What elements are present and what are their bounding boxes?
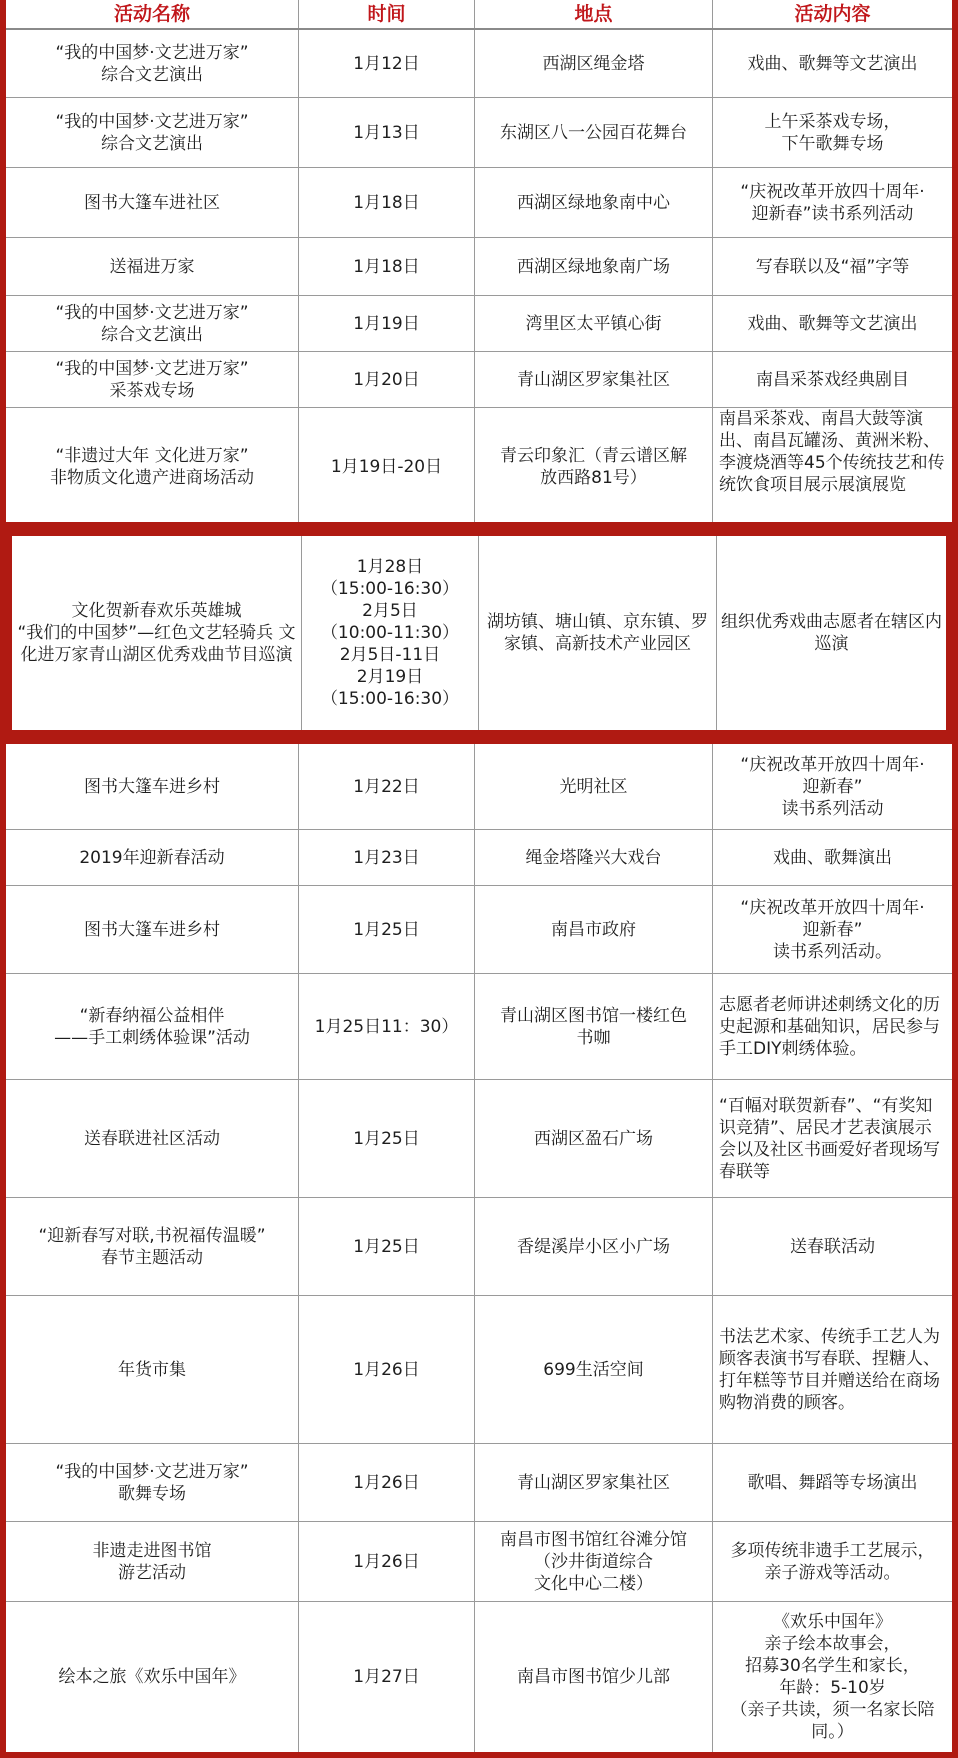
activity-place: 699生活空间: [475, 1296, 713, 1443]
activity-time: 1月12日: [299, 30, 475, 97]
table-row: [6, 886, 952, 974]
activity-time: 1月26日: [299, 1522, 475, 1601]
activity-name: “新春纳福公益相伴 ——手工刺绣体验课”活动: [6, 974, 299, 1079]
activity-place: 西湖区绿地象南广场: [475, 238, 713, 295]
activity-place: 南昌市政府: [475, 886, 713, 973]
table-row: [6, 238, 952, 296]
activity-time: 1月26日: [299, 1296, 475, 1443]
activity-content: 南昌采茶戏经典剧目: [756, 369, 909, 390]
activity-place: 青山湖区图书馆一楼红色 书咖: [475, 974, 713, 1079]
activity-name: 图书大篷车进乡村: [6, 886, 299, 973]
activity-content: “庆祝改革开放四十周年· 迎新春” 读书系列活动。: [740, 897, 925, 962]
activity-content: 送春联活动: [790, 1236, 875, 1257]
activity-time: 1月28日 （15:00-16:30） 2月5日 （10:00-11:30） 2月5日-11日 2月19日 （15:00-16:30）: [302, 536, 479, 730]
header-time: 时间: [299, 0, 475, 28]
activity-place: 光明社区: [475, 744, 713, 829]
activity-time: 1月20日: [299, 352, 475, 407]
activity-content: 南昌采茶戏、南昌大鼓等演出、南昌瓦罐汤、黄洲米粉、李渡烧酒等45个传统技艺和传统饮食项目展示展演展览: [719, 409, 945, 495]
table-row: [6, 1522, 952, 1602]
activity-name: “我的中国梦·文艺进万家” 歌舞专场: [6, 1444, 299, 1521]
activity-place: 西湖区盈石广场: [475, 1080, 713, 1197]
activity-name: “我的中国梦·文艺进万家” 采茶戏专场: [6, 352, 299, 407]
activity-time: 1月25日: [299, 1198, 475, 1295]
activity-time: 1月13日: [299, 98, 475, 167]
activity-content: 戏曲、歌舞等文艺演出: [747, 53, 918, 74]
activity-time: 1月19日-20日: [299, 408, 475, 526]
activity-place: 青云印象汇（青云谱区解 放西路81号）: [475, 408, 713, 526]
table-row: [6, 98, 952, 168]
table-row: [6, 1198, 952, 1296]
header-place: 地点: [475, 0, 713, 28]
highlighted-row-frame: [0, 522, 958, 744]
table-row: [6, 1080, 952, 1198]
activity-content: 戏曲、歌舞等文艺演出: [747, 313, 918, 334]
activity-place: 绳金塔隆兴大戏台: [475, 830, 713, 885]
activity-place: 青山湖区罗家集社区: [475, 352, 713, 407]
activity-content: 写春联以及“福”字等: [755, 256, 910, 277]
activity-name: 图书大篷车进乡村: [6, 744, 299, 829]
activity-time: 1月22日: [299, 744, 475, 829]
activity-name: 文化贺新春欢乐英雄城 “我们的中国梦”—红色文艺轻骑兵 文化进万家青山湖区优秀戏曲节目巡演: [12, 536, 302, 730]
activity-name: 送春联进社区活动: [6, 1080, 299, 1197]
activity-content: “庆祝改革开放四十周年· 迎新春”读书系列活动: [740, 181, 925, 224]
header-content: 活动内容: [794, 3, 871, 25]
activity-place: 香缇溪岸小区小广场: [475, 1198, 713, 1295]
activity-content: 志愿者老师讲述刺绣文化的历史起源和基础知识，居民参与手工DIY刺绣体验。: [719, 994, 940, 1059]
table-row: [6, 830, 952, 886]
activity-time: 1月18日: [299, 238, 475, 295]
table-row: [6, 974, 952, 1080]
activity-time: 1月25日: [299, 886, 475, 973]
table-row: [6, 30, 952, 98]
activity-time: 1月25日11：30）: [299, 974, 475, 1079]
table-header: [6, 0, 952, 30]
activity-name: 年货市集: [6, 1296, 299, 1443]
activity-name: 图书大篷车进社区: [6, 168, 299, 237]
activity-place: 南昌市图书馆少儿部: [475, 1602, 713, 1752]
table-row: [6, 352, 952, 408]
activity-time: 1月19日: [299, 296, 475, 351]
activity-name: “我的中国梦·文艺进万家” 综合文艺演出: [6, 296, 299, 351]
table-row: [6, 296, 952, 352]
activity-content: “庆祝改革开放四十周年· 迎新春” 读书系列活动: [740, 754, 925, 819]
activity-place: 湖坊镇、塘山镇、京东镇、罗家镇、高新技术产业园区: [479, 536, 717, 730]
activity-time: 1月26日: [299, 1444, 475, 1521]
table-row: [6, 1444, 952, 1522]
activity-name: “非遗过大年 文化进万家” 非物质文化遗产进商场活动: [6, 408, 299, 526]
activity-name: 非遗走进图书馆 游艺活动: [6, 1522, 299, 1601]
activity-name: “我的中国梦·文艺进万家” 综合文艺演出: [6, 30, 299, 97]
activity-name: “我的中国梦·文艺进万家” 综合文艺演出: [6, 98, 299, 167]
activity-content: 多项传统非遗手工艺展示， 亲子游戏等活动。: [730, 1540, 935, 1583]
activity-content: 组织优秀戏曲志愿者在辖区内巡演: [721, 612, 942, 654]
activity-name: 送福进万家: [6, 238, 299, 295]
activity-time: 1月27日: [299, 1602, 475, 1752]
activity-content: 戏曲、歌舞演出: [773, 847, 892, 868]
activity-content: 歌唱、舞蹈等专场演出: [747, 1472, 918, 1493]
activity-content: 书法艺术家、传统手工艺人为顾客表演书写春联、捏糖人、打年糕等节目并赠送给在商场购物消费的顾客。: [719, 1326, 940, 1413]
activity-place: 西湖区绿地象南中心: [475, 168, 713, 237]
activity-place: 南昌市图书馆红谷滩分馆 （沙井街道综合 文化中心二楼）: [475, 1522, 713, 1601]
activity-table: [6, 0, 952, 1752]
highlighted-row: [12, 536, 946, 730]
table-row: [6, 1602, 952, 1752]
activity-name: 绘本之旅《欢乐中国年》: [6, 1602, 299, 1752]
table-row: [6, 744, 952, 830]
activity-time: 1月18日: [299, 168, 475, 237]
header-activity-name: 活动名称: [6, 0, 299, 28]
activity-content: “百幅对联贺新春”、“有奖知识竞猜”、居民才艺表演展示会以及社区书画爱好者现场写春联等: [719, 1095, 940, 1182]
activity-time: 1月25日: [299, 1080, 475, 1197]
activity-time: 1月23日: [299, 830, 475, 885]
activity-content: 上午采茶戏专场， 下午歌舞专场: [764, 111, 901, 154]
activity-content: 《欢乐中国年》 亲子绘本故事会， 招募30名学生和家长， 年龄：5-10岁 （亲子共读，须一名家长陪同。）: [730, 1612, 935, 1742]
table-row: [6, 408, 952, 526]
activity-place: 湾里区太平镇心街: [475, 296, 713, 351]
table-row: [6, 168, 952, 238]
activity-place: 西湖区绳金塔: [475, 30, 713, 97]
activity-name: 2019年迎新春活动: [6, 830, 299, 885]
activity-name: “迎新春写对联,书祝福传温暖” 春节主题活动: [6, 1198, 299, 1295]
activity-place: 青山湖区罗家集社区: [475, 1444, 713, 1521]
table-row: [6, 1296, 952, 1444]
activity-place: 东湖区八一公园百花舞台: [475, 98, 713, 167]
